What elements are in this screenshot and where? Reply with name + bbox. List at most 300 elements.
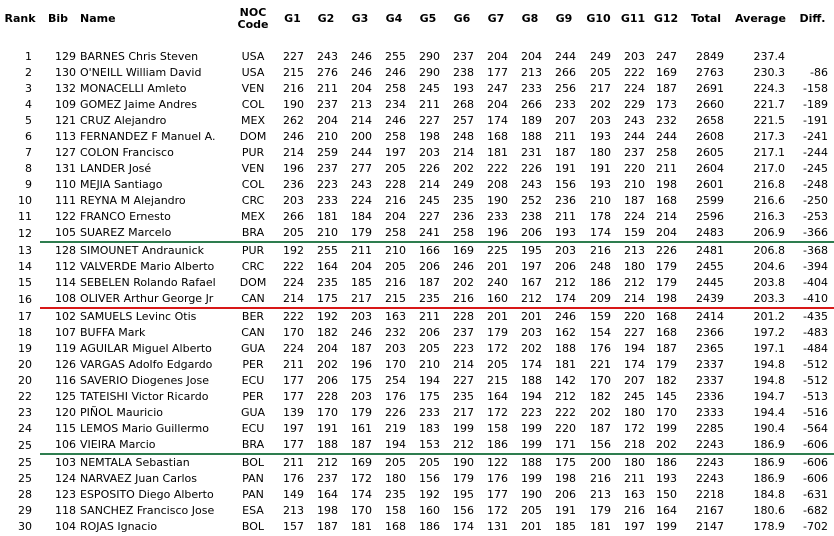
total-cell: 2167 — [696, 504, 724, 517]
bib-cell: 102 — [55, 310, 76, 323]
name-cell: COLON Francisco — [80, 146, 174, 159]
noc-cell: GUA — [240, 406, 266, 419]
g8-cell: 205 — [521, 504, 542, 517]
name-cell: MONACELLI Amleto — [80, 82, 187, 95]
noc-cell: USA — [241, 50, 265, 63]
table-row — [0, 145, 834, 161]
g1-cell: 196 — [283, 162, 304, 175]
g3-cell: 184 — [351, 210, 372, 223]
rank-cell: 28 — [18, 488, 32, 501]
total-cell: 2439 — [682, 291, 730, 308]
name-cell: PIÑOL Mauricio — [80, 406, 164, 419]
g2-cell: 228 — [317, 390, 338, 403]
diff-cell: -435 — [803, 310, 828, 323]
g3-cell: 170 — [351, 504, 372, 517]
average-cell: 217.1 — [753, 146, 785, 159]
total-cell: 2605 — [696, 146, 724, 159]
average-cell: 197.2 — [753, 326, 785, 339]
g12-cell: 182 — [656, 374, 677, 387]
total-cell: 2658 — [696, 114, 724, 127]
g7-cell: 122 — [487, 456, 508, 469]
g10-cell: 193 — [590, 178, 611, 191]
table-row — [0, 357, 834, 373]
noc-cell: DOM — [239, 276, 267, 289]
g1-cell: 205 — [276, 225, 309, 242]
diff-cell: -564 — [803, 422, 828, 435]
noc-cell: BRA — [230, 225, 276, 242]
g9-cell: 185 — [555, 520, 576, 533]
g3-cell: 185 — [351, 276, 372, 289]
g10-cell: 249 — [590, 50, 611, 63]
g6-cell: 212 — [445, 437, 479, 454]
g8-cell: 204 — [521, 50, 542, 63]
g11-cell: 218 — [616, 437, 650, 454]
g2-cell: 202 — [317, 358, 338, 371]
g8-cell: 188 — [521, 456, 542, 469]
table-row — [0, 65, 834, 81]
average-cell: 206.8 — [753, 244, 785, 257]
g3-cell: 211 — [351, 244, 372, 257]
col-header-g11: G11 — [620, 12, 646, 25]
rank-cell: 17 — [18, 309, 32, 323]
g12-cell: 211 — [656, 162, 677, 175]
g3-cell: 277 — [351, 162, 372, 175]
g12-cell: 198 — [650, 291, 682, 308]
g3-cell: 181 — [351, 520, 372, 533]
g1-cell: 246 — [283, 130, 304, 143]
g1-cell: 192 — [283, 244, 304, 257]
g10-cell: 202 — [590, 98, 611, 111]
noc-cell: GUA — [240, 342, 266, 355]
g7-cell: 222 — [487, 162, 508, 175]
g1-cell: 203 — [283, 194, 304, 207]
g3-cell: 175 — [351, 374, 372, 387]
g4-cell: 234 — [385, 98, 406, 111]
g5-cell: 227 — [419, 114, 440, 127]
g1-cell: 211 — [283, 358, 304, 371]
average-cell: 184.8 — [753, 488, 785, 501]
g7-cell: 190 — [487, 194, 508, 207]
g3-cell: 179 — [351, 406, 372, 419]
g5-cell: 187 — [419, 276, 440, 289]
g2-cell: 233 — [317, 194, 338, 207]
g2-cell: 235 — [317, 276, 338, 289]
g9-cell: 233 — [555, 98, 576, 111]
g2-cell: 175 — [309, 291, 343, 308]
g12-cell: 145 — [656, 390, 677, 403]
g9-cell: 212 — [555, 276, 576, 289]
rank-cell: 8 — [25, 162, 32, 175]
bib-cell: 105 — [40, 225, 76, 242]
g9-cell: 206 — [555, 260, 576, 273]
g7-cell: 201 — [487, 310, 508, 323]
g2-cell: 259 — [317, 146, 338, 159]
rank-cell: 1 — [25, 50, 32, 63]
g7-cell: 240 — [487, 276, 508, 289]
table-row — [0, 97, 834, 113]
g11-cell: 174 — [624, 358, 645, 371]
rank-cell: 16 — [18, 292, 32, 306]
g10-cell: 193 — [590, 130, 611, 143]
g7-cell: 181 — [487, 146, 508, 159]
noc-cell: ECU — [241, 374, 265, 387]
g5-cell: 211 — [419, 98, 440, 111]
name-cell: O'NEILL William David — [80, 66, 202, 79]
noc-cell: PUR — [241, 146, 265, 159]
col-header-g3: G3 — [351, 12, 369, 25]
total-cell: 2596 — [696, 210, 724, 223]
g9-cell: 193 — [547, 225, 581, 242]
g3-cell: 224 — [351, 194, 372, 207]
g12-cell: 186 — [656, 456, 677, 469]
g4-cell: 216 — [385, 276, 406, 289]
g12-cell: 204 — [650, 225, 682, 242]
diff-cell: -86 — [810, 66, 828, 79]
g11-cell: 194 — [624, 342, 645, 355]
g5-cell: 192 — [419, 488, 440, 501]
table-row — [0, 519, 834, 535]
g2-cell: 211 — [317, 82, 338, 95]
g3-cell: 204 — [351, 260, 372, 273]
bib-cell: 131 — [55, 162, 76, 175]
average-cell: 203.8 — [753, 276, 785, 289]
noc-cell: CRC — [241, 260, 265, 273]
g12-cell: 193 — [656, 472, 677, 485]
bib-cell: 123 — [55, 488, 76, 501]
g8-cell: 199 — [521, 472, 542, 485]
total-cell: 2337 — [696, 374, 724, 387]
g7-cell: 172 — [487, 342, 508, 355]
g11-cell: 211 — [624, 472, 645, 485]
g9-cell: 175 — [555, 456, 576, 469]
g12-cell: 168 — [656, 310, 677, 323]
g2-cell: 276 — [317, 66, 338, 79]
total-cell: 2849 — [696, 50, 724, 63]
rank-cell: 20 — [18, 374, 32, 387]
g8-cell: 226 — [521, 162, 542, 175]
g9-cell: 181 — [555, 358, 576, 371]
name-cell: SANCHEZ Francisco Jose — [80, 504, 215, 517]
g10-cell: 216 — [590, 244, 611, 257]
average-cell: 216.8 — [753, 178, 785, 191]
bib-cell: 115 — [55, 422, 76, 435]
g3-cell: 214 — [351, 114, 372, 127]
g4-cell: 205 — [385, 162, 406, 175]
g10-cell: 159 — [590, 310, 611, 323]
g10-cell: 174 — [581, 225, 616, 242]
g4-cell: 258 — [385, 130, 406, 143]
rank-cell: 15 — [18, 276, 32, 289]
g7-cell: 225 — [487, 244, 508, 257]
g12-cell: 173 — [656, 98, 677, 111]
total-cell: 2455 — [696, 260, 724, 273]
g6-cell: 227 — [453, 374, 474, 387]
g10-cell: 176 — [590, 342, 611, 355]
g10-cell: 180 — [590, 146, 611, 159]
g7-cell: 174 — [487, 114, 508, 127]
rank-cell: 18 — [18, 326, 32, 339]
average-cell: 194.4 — [753, 406, 785, 419]
g8-cell: 199 — [513, 437, 547, 454]
noc-cell: BOL — [241, 520, 265, 533]
g3-cell: 246 — [351, 50, 372, 63]
g10-cell: 154 — [590, 326, 611, 339]
g9-cell: 222 — [555, 406, 576, 419]
g2-cell: 164 — [317, 260, 338, 273]
rank-cell: 25 — [18, 438, 32, 452]
g2-cell: 243 — [317, 50, 338, 63]
noc-cell: BER — [241, 310, 265, 323]
g12-cell: 187 — [656, 342, 677, 355]
total-cell: 2243 — [682, 437, 730, 454]
g10-cell: 209 — [581, 291, 616, 308]
g1-cell: 197 — [283, 422, 304, 435]
g4-cell: 197 — [385, 146, 406, 159]
g12-cell: 179 — [656, 276, 677, 289]
g4-cell: 205 — [385, 456, 406, 469]
name-cell: SAMUELS Levinc Otis — [80, 310, 197, 323]
diff-cell: -241 — [803, 130, 828, 143]
noc-cell: MEX — [241, 114, 265, 127]
g10-cell: 187 — [590, 422, 611, 435]
rank-cell: 9 — [25, 178, 32, 191]
g6-cell: 236 — [453, 210, 474, 223]
diff-cell: -394 — [803, 260, 828, 273]
g11-cell: 172 — [624, 422, 645, 435]
average-cell: 203.3 — [730, 291, 791, 308]
g12-cell: 198 — [656, 178, 677, 191]
table-row — [0, 421, 834, 437]
table-row — [0, 129, 834, 145]
g6-cell: 214 — [453, 146, 474, 159]
name-cell: AGUILAR Miguel Alberto — [80, 342, 212, 355]
total-cell: 2604 — [696, 162, 724, 175]
g9-cell: 174 — [547, 291, 581, 308]
g9-cell: 171 — [547, 437, 581, 454]
g5-cell: 290 — [419, 66, 440, 79]
total-cell: 2445 — [696, 276, 724, 289]
diff-cell: -248 — [803, 178, 828, 191]
table-row — [0, 373, 834, 389]
g4-cell: 194 — [377, 437, 411, 454]
g5-cell: 175 — [419, 390, 440, 403]
noc-cell: VEN — [241, 82, 265, 95]
g3-cell: 217 — [343, 291, 377, 308]
total-cell: 2691 — [696, 82, 724, 95]
g4-cell: 168 — [385, 520, 406, 533]
name-cell: CRUZ Alejandro — [80, 114, 167, 127]
diff-cell: -516 — [803, 406, 828, 419]
diff-cell: -191 — [803, 114, 828, 127]
g4-cell: 235 — [385, 488, 406, 501]
g6-cell: 235 — [453, 390, 474, 403]
g9-cell: 244 — [555, 50, 576, 63]
g9-cell: 206 — [555, 488, 576, 501]
col-header-g6: G6 — [453, 12, 471, 25]
g1-cell: 177 — [283, 374, 304, 387]
diff-cell: -606 — [791, 437, 834, 454]
name-cell: SAVERIO Diogenes Jose — [80, 374, 209, 387]
g3-cell: 243 — [351, 178, 372, 191]
rank-cell: 5 — [25, 114, 32, 127]
g4-cell: 158 — [385, 504, 406, 517]
g4-cell: 205 — [385, 260, 406, 273]
g9-cell: 187 — [555, 146, 576, 159]
rank-cell: 3 — [25, 82, 32, 95]
g5-cell: 160 — [419, 504, 440, 517]
g3-cell: 174 — [351, 488, 372, 501]
bib-cell: 107 — [55, 326, 76, 339]
g6-cell: 237 — [453, 50, 474, 63]
g7-cell: 196 — [479, 225, 513, 242]
g3-cell: 203 — [351, 310, 372, 323]
g5-cell: 210 — [419, 358, 440, 371]
g2-cell: 237 — [317, 162, 338, 175]
table-row — [0, 405, 834, 421]
g9-cell: 198 — [555, 472, 576, 485]
g5-cell: 186 — [419, 520, 440, 533]
g5-cell: 194 — [419, 374, 440, 387]
g10-cell: 203 — [590, 114, 611, 127]
g7-cell: 186 — [479, 437, 513, 454]
g12-cell: 247 — [656, 50, 677, 63]
g12-cell: 232 — [656, 114, 677, 127]
g12-cell: 258 — [656, 146, 677, 159]
diff-cell: -631 — [803, 488, 828, 501]
g6-cell: 179 — [453, 472, 474, 485]
g7-cell: 172 — [487, 406, 508, 419]
name-cell: BARNES Chris Steven — [80, 50, 199, 63]
name-cell: MEJIA Santiago — [80, 178, 163, 191]
bib-cell: 122 — [55, 210, 76, 223]
diff-cell: -189 — [803, 98, 828, 111]
g8-cell: 213 — [521, 66, 542, 79]
noc-cell: PER — [242, 358, 264, 371]
bib-cell: 104 — [55, 520, 76, 533]
g11-cell: 187 — [624, 194, 645, 207]
bib-cell: 127 — [55, 146, 76, 159]
table-row — [0, 487, 834, 503]
col-header-g7: G7 — [487, 12, 505, 25]
g7-cell: 158 — [487, 422, 508, 435]
g5-cell: 245 — [419, 82, 440, 95]
g9-cell: 162 — [555, 326, 576, 339]
table-row — [0, 193, 834, 209]
bib-cell: 112 — [55, 260, 76, 273]
diff-cell: -606 — [803, 472, 828, 485]
g9-cell: 211 — [555, 130, 576, 143]
g12-cell: 199 — [656, 520, 677, 533]
bib-cell: 103 — [55, 456, 76, 469]
noc-cell: USA — [241, 66, 265, 79]
g5-cell: 206 — [419, 326, 440, 339]
bib-cell: 110 — [55, 178, 76, 191]
total-cell: 2218 — [696, 488, 724, 501]
average-cell: 221.5 — [753, 114, 785, 127]
average-cell: 194.8 — [753, 374, 785, 387]
g6-cell: 195 — [453, 488, 474, 501]
g9-cell: 188 — [555, 342, 576, 355]
name-cell: FRANCO Ernesto — [80, 210, 171, 223]
g6-cell: 217 — [453, 406, 474, 419]
g11-cell: 224 — [624, 210, 645, 223]
g10-cell: 213 — [590, 488, 611, 501]
g4-cell: 210 — [385, 244, 406, 257]
name-cell: VARGAS Adolfo Edgardo — [80, 358, 213, 371]
g8-cell: 190 — [521, 488, 542, 501]
noc-cell: CAN — [230, 291, 276, 308]
g7-cell: 164 — [487, 390, 508, 403]
table-row — [0, 503, 834, 519]
g1-cell: 139 — [283, 406, 304, 419]
g5-cell: 203 — [419, 146, 440, 159]
g8-cell: 231 — [521, 146, 542, 159]
average-cell: 186.9 — [753, 456, 785, 469]
average-cell: 204.6 — [753, 260, 785, 273]
diff-cell: -250 — [803, 194, 828, 207]
g8-cell: 197 — [521, 260, 542, 273]
noc-cell: PAN — [242, 472, 264, 485]
average-cell: 194.8 — [753, 358, 785, 371]
g8-cell: 199 — [521, 422, 542, 435]
g6-cell: 235 — [453, 194, 474, 207]
total-cell: 2414 — [696, 310, 724, 323]
total-cell: 2285 — [696, 422, 724, 435]
g5-cell: 233 — [419, 406, 440, 419]
g12-cell: 179 — [656, 260, 677, 273]
table-row — [0, 325, 834, 341]
bib-cell: 108 — [40, 291, 76, 308]
rank-cell: 29 — [18, 504, 32, 517]
g9-cell: 212 — [555, 390, 576, 403]
col-header-g2: G2 — [317, 12, 335, 25]
average-cell: 216.6 — [753, 194, 785, 207]
g3-cell: 244 — [351, 146, 372, 159]
g8-cell: 188 — [521, 374, 542, 387]
rank-cell: 6 — [25, 130, 32, 143]
rank-cell: 30 — [18, 520, 32, 533]
g2-cell: 164 — [317, 488, 338, 501]
total-cell: 2147 — [696, 520, 724, 533]
table-row — [0, 259, 834, 275]
g5-cell: 206 — [419, 260, 440, 273]
col-header-g5: G5 — [419, 12, 437, 25]
total-cell: 2333 — [696, 406, 724, 419]
g6-cell: 193 — [453, 82, 474, 95]
g5-cell: 245 — [419, 194, 440, 207]
average-cell: 201.2 — [753, 310, 785, 323]
g8-cell: 243 — [521, 178, 542, 191]
g4-cell: 215 — [377, 291, 411, 308]
g5-cell: 227 — [419, 210, 440, 223]
g6-cell: 249 — [453, 178, 474, 191]
bib-cell: 128 — [55, 244, 76, 257]
bib-cell: 124 — [55, 472, 76, 485]
average-cell: 217.0 — [753, 162, 785, 175]
g5-cell: 205 — [419, 342, 440, 355]
diff-cell: -702 — [803, 520, 828, 533]
g11-cell: 214 — [616, 291, 650, 308]
g7-cell: 177 — [487, 66, 508, 79]
g6-cell: 223 — [453, 342, 474, 355]
col-header-g4: G4 — [385, 12, 403, 25]
g7-cell: 208 — [487, 178, 508, 191]
g4-cell: 246 — [385, 66, 406, 79]
g5-cell: 235 — [411, 291, 445, 308]
name-cell: NEMTALA Sebastian — [80, 456, 190, 469]
table-row — [0, 81, 834, 97]
g7-cell: 247 — [487, 82, 508, 95]
